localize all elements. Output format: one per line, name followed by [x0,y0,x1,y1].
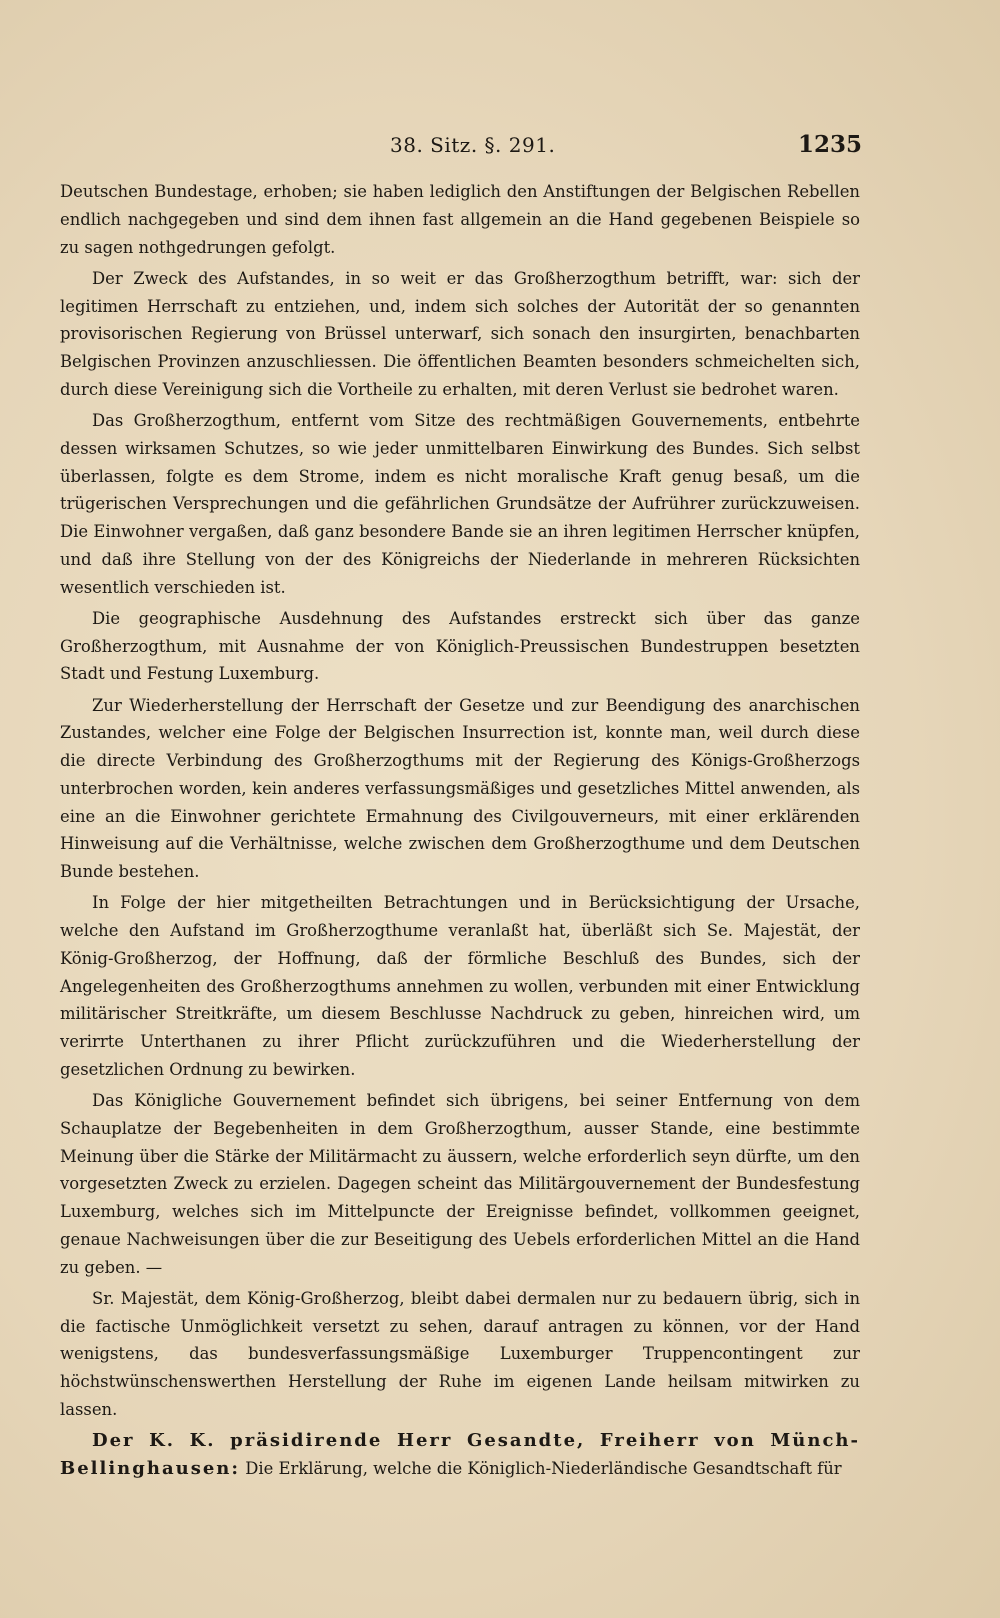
speaker-name: Der K. K. präsidirende Herr Gesandte, Freiherr von Münch-Bellinghausen: [60,1430,860,1479]
body-text [60,178,860,1486]
running-head: 38. Sitz. §. 291. [390,133,556,157]
page-number: 1235 [797,131,862,158]
paragraph: Das Königliche Gouvernement befindet sich übrigens, bei seiner Entfernung von dem Schauplatze der Begebenheiten in dem Großherzogthum, ausser Stande, eine bestimmte Meinung über die Stärke der Militärmacht zu äussern, welche erforderlich seyn dürfte, um den vorgesetzten Zweck zu erzielen. Dagegen scheint das Militärgouvernement der Bundesfestung Luxemburg, welches sich im Mittelpuncte der Ereignisse befindet, vollkommen geeignet, genaue Nachweisungen über die zur Beseitigung des Uebels erforderlichen Mittel an die Hand zu geben. — [60,1091,860,1277]
paragraph: Die geographische Ausdehnung des Aufstandes erstreckt sich über das ganze Großherzogthum, mit Ausnahme der von Königlich-Preussischen Bundestruppen besetzten Stadt und Festung Luxemburg. [60,608,860,684]
paragraph: Deutschen Bundestage, erhoben; sie haben lediglich den Anstiftungen der Belgischen Rebellen endlich nachgegeben und sind dem ihnen fast allgemein an die Hand gegebenen Beispiele so zu sagen nothgedrungen gefolgt. [60,182,860,257]
page-header [60,133,860,167]
paragraph: Zur Wiederherstellung der Herrschaft der Gesetze und zur Beendigung des anarchischen Zustandes, welcher eine Folge der Belgischen Insurrection ist, konnte man, weil durch diese die directe Verbindung des Großherzogthums mit der Regierung des Königs-Großherzogs unterbrochen worden, kein anderes verfassungsmäßiges und gesetzliches Mittel anwenden, als eine an die Einwohner gerichtete Ermahnung des Civilgouverneurs, mit einer erklärenden Hinweisung auf die Verhältnisse, welche zwischen dem Großherzogthume und dem Deutschen Bunde bestehen. [60,695,860,881]
paragraph: Sr. Majestät, dem König-Großherzog, bleibt dabei dermalen nur zu bedauern übrig, sich in die factische Unmöglichkeit versetzt zu sehen, darauf antragen zu können, vor der Hand wenigstens, das bundesverfassungsmäßige Luxemburger Truppencontingent zur höchstwünschenswerthen Herstellung der Ruhe im eigenen Lande heilsam mitwirken zu lassen. [60,1288,860,1419]
speech-paragraph [60,1427,860,1483]
speech-text: Die Erklärung, welche die Königlich-Niederländische Gesandtschaft für [245,1458,842,1478]
paragraph: Der Zweck des Aufstandes, in so weit er das Großherzogthum betrifft, war: sich der legitimen Herrschaft zu entziehen, und, indem sich solches der Autorität der so genannten provisorischen Regierung von Brüssel unterwarf, sich sonach den insurgirten, benachbarten Belgischen Provinzen anzuschliessen. Die öffentlichen Beamten besonders schmeichelten sich, durch diese Vereinigung sich die Vortheile zu erhalten, mit deren Verlust sie bedrohet waren. [60,268,860,399]
paragraph: In Folge der hier mitgetheilten Betrachtungen und in Berücksichtigung der Ursache, welche den Aufstand im Großherzogthume veranlaßt hat, überläßt sich Se. Majestät, der König-Großherzog, der Hoffnung, daß der förmliche Beschluß des Bundes, sich der Angelegenheiten des Großherzogthums annehmen zu wollen, verbunden mit einer Entwicklung militärischer Streitkräfte, um diesem Beschlusse Nachdruck zu geben, hinreichen wird, um verirrte Unterthanen zu ihrer Pflicht zurückzuführen und die Wiederherstellung der gesetzlichen Ordnung zu bewirken. [60,893,860,1079]
paragraph: Das Großherzogthum, entfernt vom Sitze des rechtmäßigen Gouvernements, entbehrte dessen wirksamen Schutzes, so wie jeder unmittelbaren Einwirkung des Bundes. Sich selbst überlassen, folgte es dem Strome, indem es nicht moralische Kraft genug besaß, um die trügerischen Versprechungen und die gefährlichen Grundsätze der Aufrührer zurückzuweisen. Die Einwohner vergaßen, daß ganz besondere Bande sie an ihren legitimen Herrscher knüpfen, und daß ihre Stellung von der des Königreichs der Niederlande in mehreren Rücksichten wesentlich verschieden ist. [60,411,860,597]
